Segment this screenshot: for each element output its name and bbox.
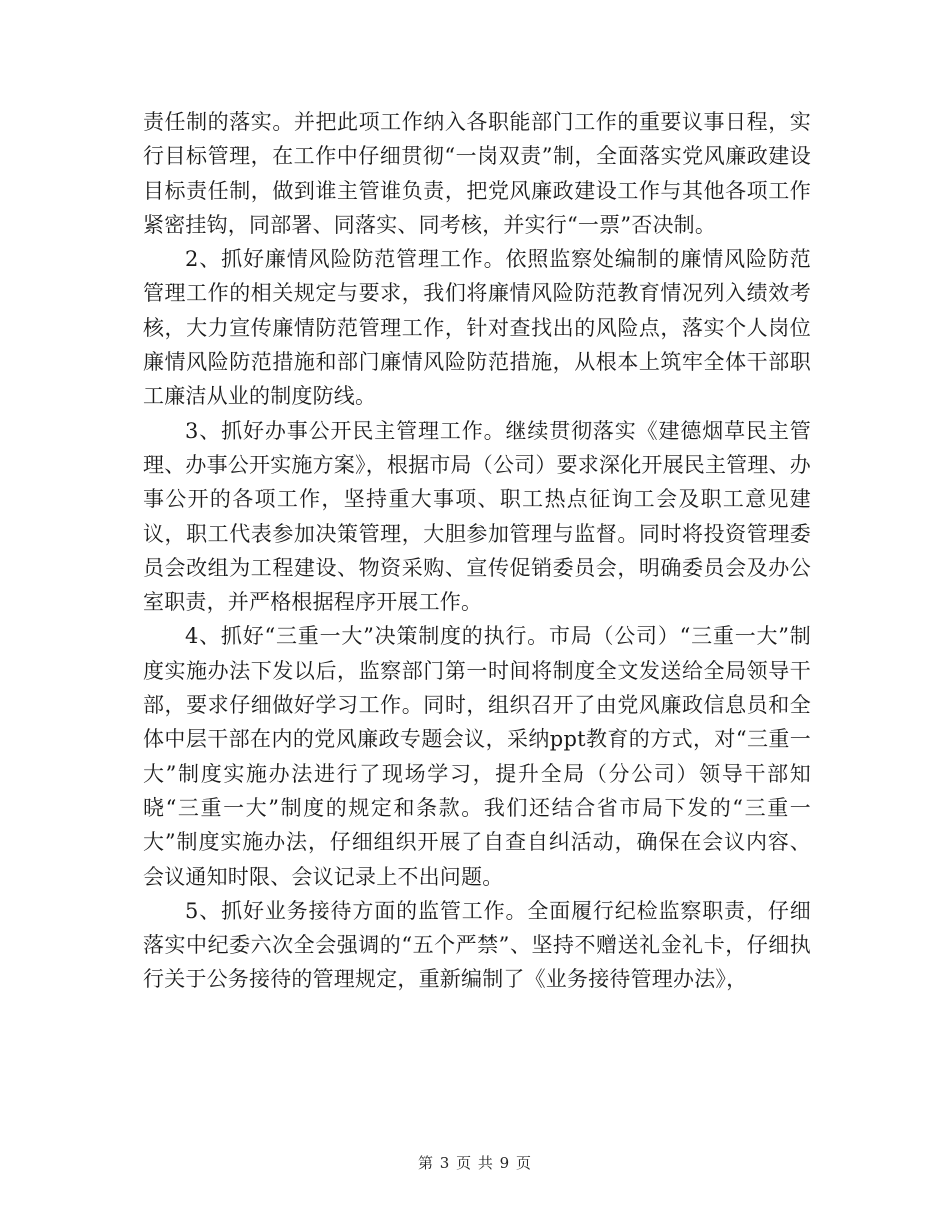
paragraph-item-2: 2、抓好廉情风险防范管理工作。依照监察处编制的廉情风险防范管理工作的相关规定与要求，我们将廉情风险防范教育情况列入绩效考核，大力宣传廉情防范管理工作，针对查找出的风险点，落实个人岗位廉情风险防范措施和部门廉情风险防范措施，从根本上筑牢全体干部职工廉洁从业的制度防线。 bbox=[143, 247, 811, 409]
page-number-footer: 第 3 页 共 9 页 bbox=[418, 1154, 532, 1172]
document-body bbox=[143, 105, 811, 997]
paragraph-item-3: 3、抓好办事公开民主管理工作。继续贯彻落实《建德烟草民主管理、办事公开实施方案》，根据市局（公司）要求深化开展民主管理、办事公开的各项工作，坚持重大事项、职工热点征询工会及职工意见建议，职工代表参加决策管理，大胆参加管理与监督。同时将投资管理委员会改组为工程建设、物资采购、宣传促销委员会，明确委员会及办公室职责，并严格根据程序开展工作。 bbox=[143, 418, 811, 615]
paragraph-item-5: 5、抓好业务接待方面的监管工作。全面履行纪检监察职责，仔细落实中纪委六次全会强调的“五个严禁”、坚持不赠送礼金礼卡，仔细执行关于公务接待的管理规定，重新编制了《业务接待管理办法》， bbox=[143, 898, 811, 992]
paragraph-continuation: 责任制的落实。并把此项工作纳入各职能部门工作的重要议事日程，实行目标管理，在工作中仔细贯彻“一岗双责”制，全面落实党风廉政建设目标责任制，做到谁主管谁负责，把党风廉政建设工作与其他各项工作紧密挂钩，同部署、同落实、同考核，并实行“一票”否决制。 bbox=[143, 110, 811, 237]
paragraph-item-4: 4、抓好“三重一大”决策制度的执行。市局（公司）“三重一大”制度实施办法下发以后，监察部门第一时间将制度全文发送给全局领导干部，要求仔细做好学习工作。同时，组织召开了由党风廉政信息员和全体中层干部在内的党风廉政专题会议，采纳ppt教育的方式，对“三重一大”制度实施办法进行了现场学习，提升全局（分公司）领导干部知晓“三重一大”制度的规定和条款。我们还结合省市局下发的“三重一大”制度实施办法，仔细组织开展了自查自纠活动，确保在会议内容、会议通知时限、会议记录上不出问题。 bbox=[143, 624, 811, 889]
